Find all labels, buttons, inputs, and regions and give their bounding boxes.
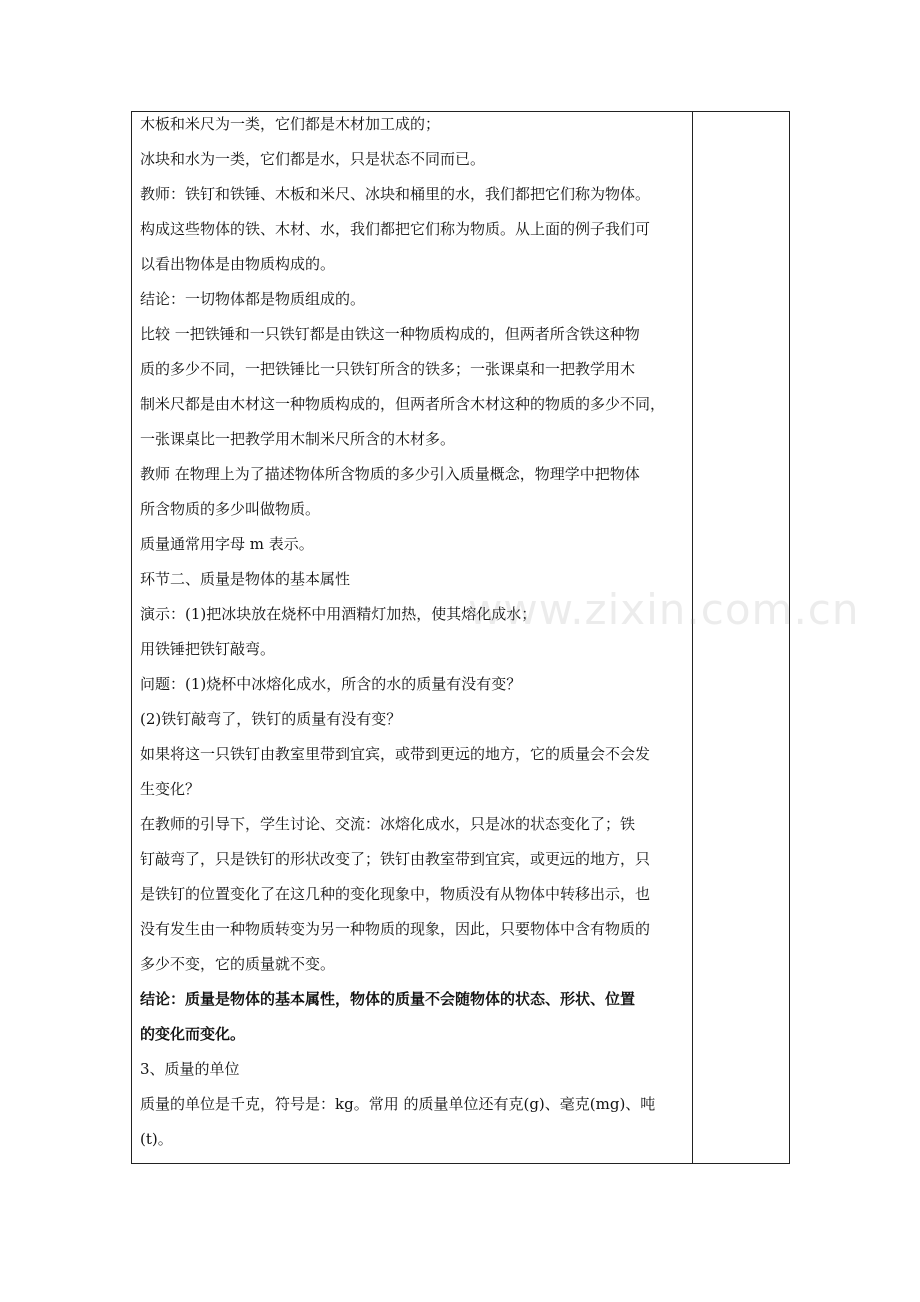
text-line: 问题：(1)烧杯中冰熔化成水，所含的水的质量有没有变？ [140,675,522,693]
text-line: 如果将这一只铁钉由教室里带到宜宾，或带到更远的地方，它的质量会不会发 [140,745,651,763]
text-line: 一张课桌比一把教学用木制米尺所含的木材多。 [140,430,456,448]
lesson-table [131,111,790,1164]
text-line: 比较 一把铁锤和一只铁钉都是由铁这一种物质构成的，但两者所含铁这种物 [140,325,640,343]
text-line: 演示：(1)把冰块放在烧杯中用酒精灯加热，使其熔化成水； [140,605,537,623]
conclusion-text: 结论：质量是物体的基本属性，物体的质量不会随物体的状态、形状、位置 [140,990,636,1008]
text-line: 结论：一切物体都是物质组成的。 [140,290,366,308]
text-line: 教师 在物理上为了描述物体所含物质的多少引入质量概念，物理学中把物体 [140,465,640,483]
conclusion-text: 的变化而变化。 [140,1025,246,1043]
text-line: 钉敲弯了，只是铁钉的形状改变了；铁钉由教室带到宜宾，或更远的地方，只 [140,850,651,868]
text-line: (t)。 [140,1130,173,1148]
text-line: 制米尺都是由木材这一种物质构成的，但两者所含木材这种的物质的多少不同， [140,395,666,413]
text-line: 冰块和水为一类，它们都是水，只是状态不同而已。 [140,150,486,168]
text-line: 质量通常用字母 m 表示。 [140,535,314,553]
text-line: 所含物质的多少叫做物质。 [140,500,321,518]
text-line: 质的多少不同，一把铁锤比一只铁钉所含的铁多；一张课桌和一把教学用木 [140,360,636,378]
notes-column-cell [693,112,789,1163]
section-heading: 环节二、质量是物体的基本属性 [140,570,351,588]
text-line: 以看出物体是由物质构成的。 [140,255,336,273]
text-line: 用铁锤把铁钉敲弯。 [140,640,276,658]
text-line: 教师：铁钉和铁锤、木板和米尺、冰块和桶里的水，我们都把它们称为物体。 [140,185,651,203]
text-line: (2)铁钉敲弯了，铁钉的质量有没有变？ [140,710,402,728]
text-line: 生变化？ [140,780,201,798]
text-line: 木板和米尺为一类，它们都是木材加工成的； [140,115,441,133]
section-heading: 3、质量的单位 [140,1060,240,1078]
text-line: 是铁钉的位置变化了在这几种的变化现象中，物质没有从物体中转移出示，也 [140,885,651,903]
text-line: 构成这些物体的铁、木材、水，我们都把它们称为物质。从上面的例子我们可 [140,220,651,238]
watermark: www.zixin.com.cn [468,585,860,634]
text-line: 在教师的引导下，学生讨论、交流：冰熔化成水，只是冰的状态变化了；铁 [140,815,636,833]
text-line: 质量的单位是千克，符号是：kg。常用 的质量单位还有克(g)、毫克(mg)、吨 [140,1095,656,1113]
text-line: 多少不变，它的质量就不变。 [140,955,336,973]
text-line: 没有发生由一种物质转变为另一种物质的现象，因此，只要物体中含有物质的 [140,920,651,938]
